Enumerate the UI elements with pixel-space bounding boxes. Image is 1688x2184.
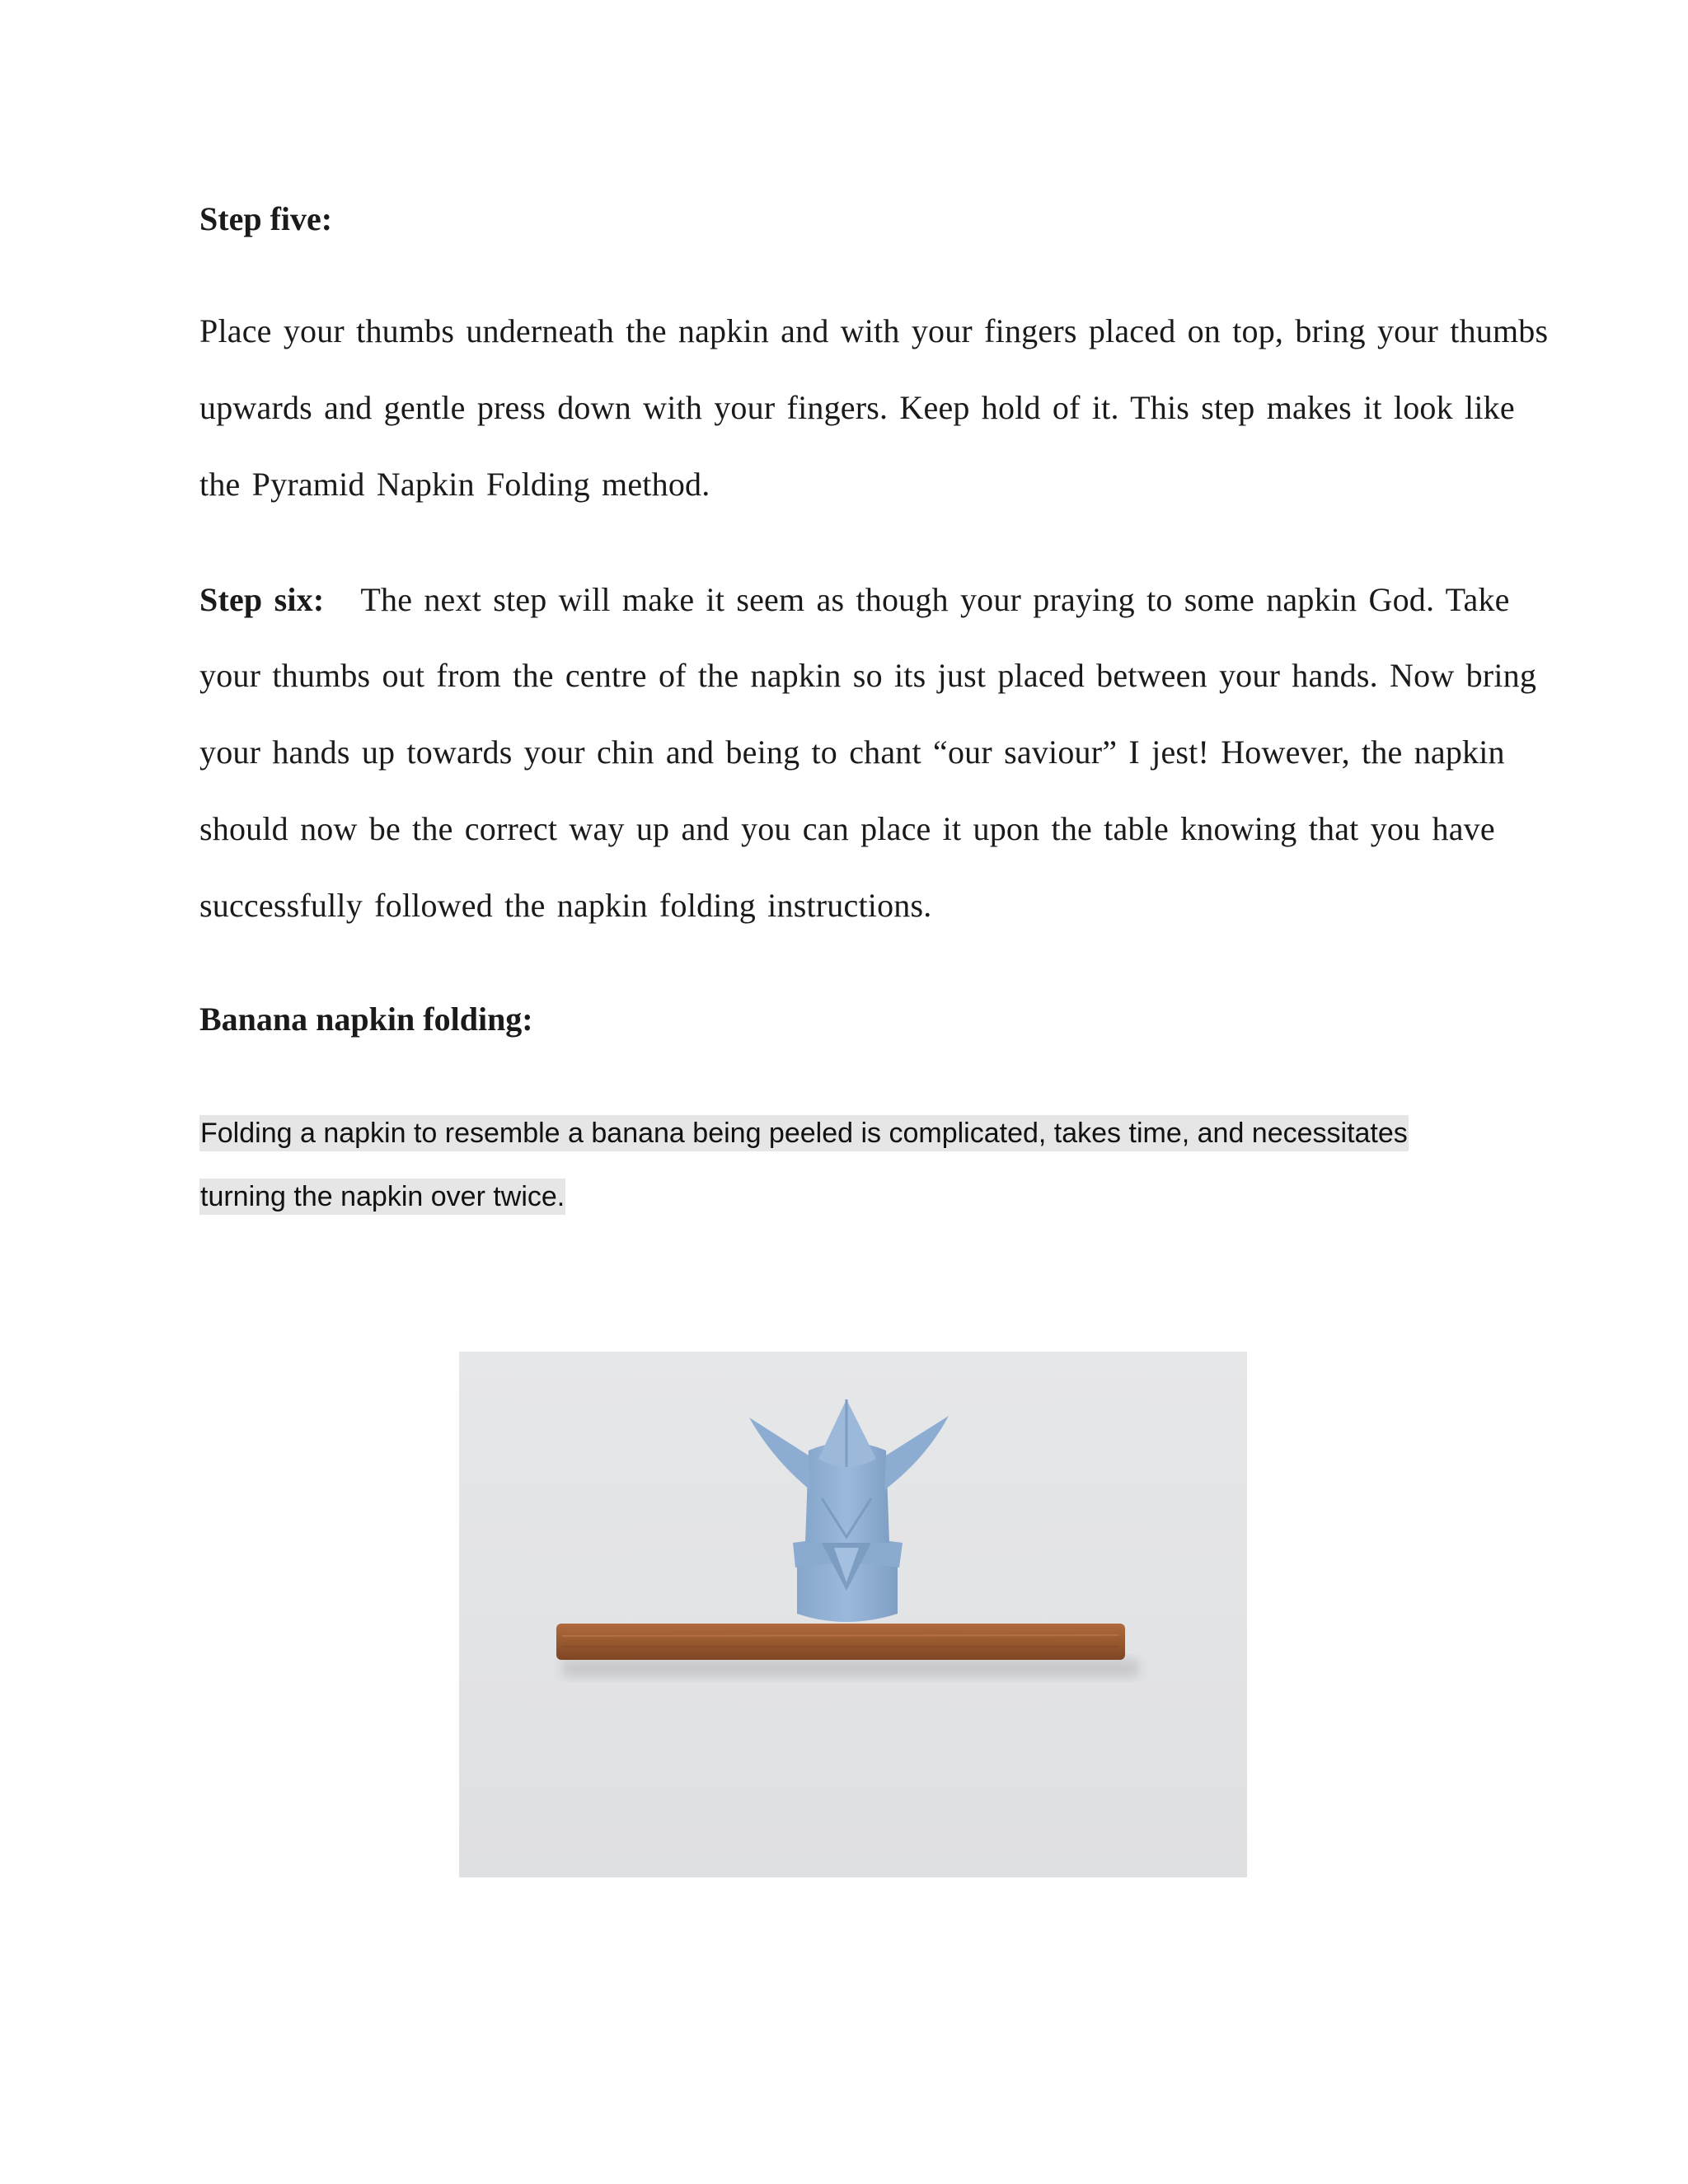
step-five-heading: Step five: <box>199 200 333 237</box>
step-six-first-line <box>199 580 1510 620</box>
step-six-line-3: your hands up towards your chin and being to chant “our saviour” I jest! However, the napkin <box>199 733 1505 771</box>
step-five-line-3: the Pyramid Napkin Folding method. <box>199 466 710 503</box>
step-six-heading: Step six: <box>199 581 325 618</box>
step-six-line-1: The next step will make it seem as though your praying to some napkin God. Take <box>360 581 1510 618</box>
shelf-grain <box>562 1635 1118 1636</box>
napkin-photo <box>459 1352 1247 1877</box>
banana-line-1: Folding a napkin to resemble a banana being peeled is complicated, takes time, and necessitates <box>199 1115 1409 1151</box>
step-six-line-5: successfully followed the napkin folding instructions. <box>199 887 932 924</box>
step-five-line-1: Place your thumbs underneath the napkin and with your fingers placed on top, bring your thumbs <box>199 312 1549 349</box>
wooden-shelf <box>556 1624 1125 1660</box>
step-six-line-2: your thumbs out from the centre of the napkin so its just placed between your hands. Now bring <box>199 657 1537 694</box>
shelf-shadow <box>562 1658 1139 1678</box>
step-six-line-4: should now be the correct way up and you can place it upon the table knowing that you have <box>199 810 1495 847</box>
banana-line-2: turning the napkin over twice. <box>199 1179 565 1215</box>
banana-heading: Banana napkin folding: <box>199 1001 533 1038</box>
step-five-line-2: upwards and gentle press down with your fingers. Keep hold of it. This step makes it look like <box>199 389 1515 426</box>
